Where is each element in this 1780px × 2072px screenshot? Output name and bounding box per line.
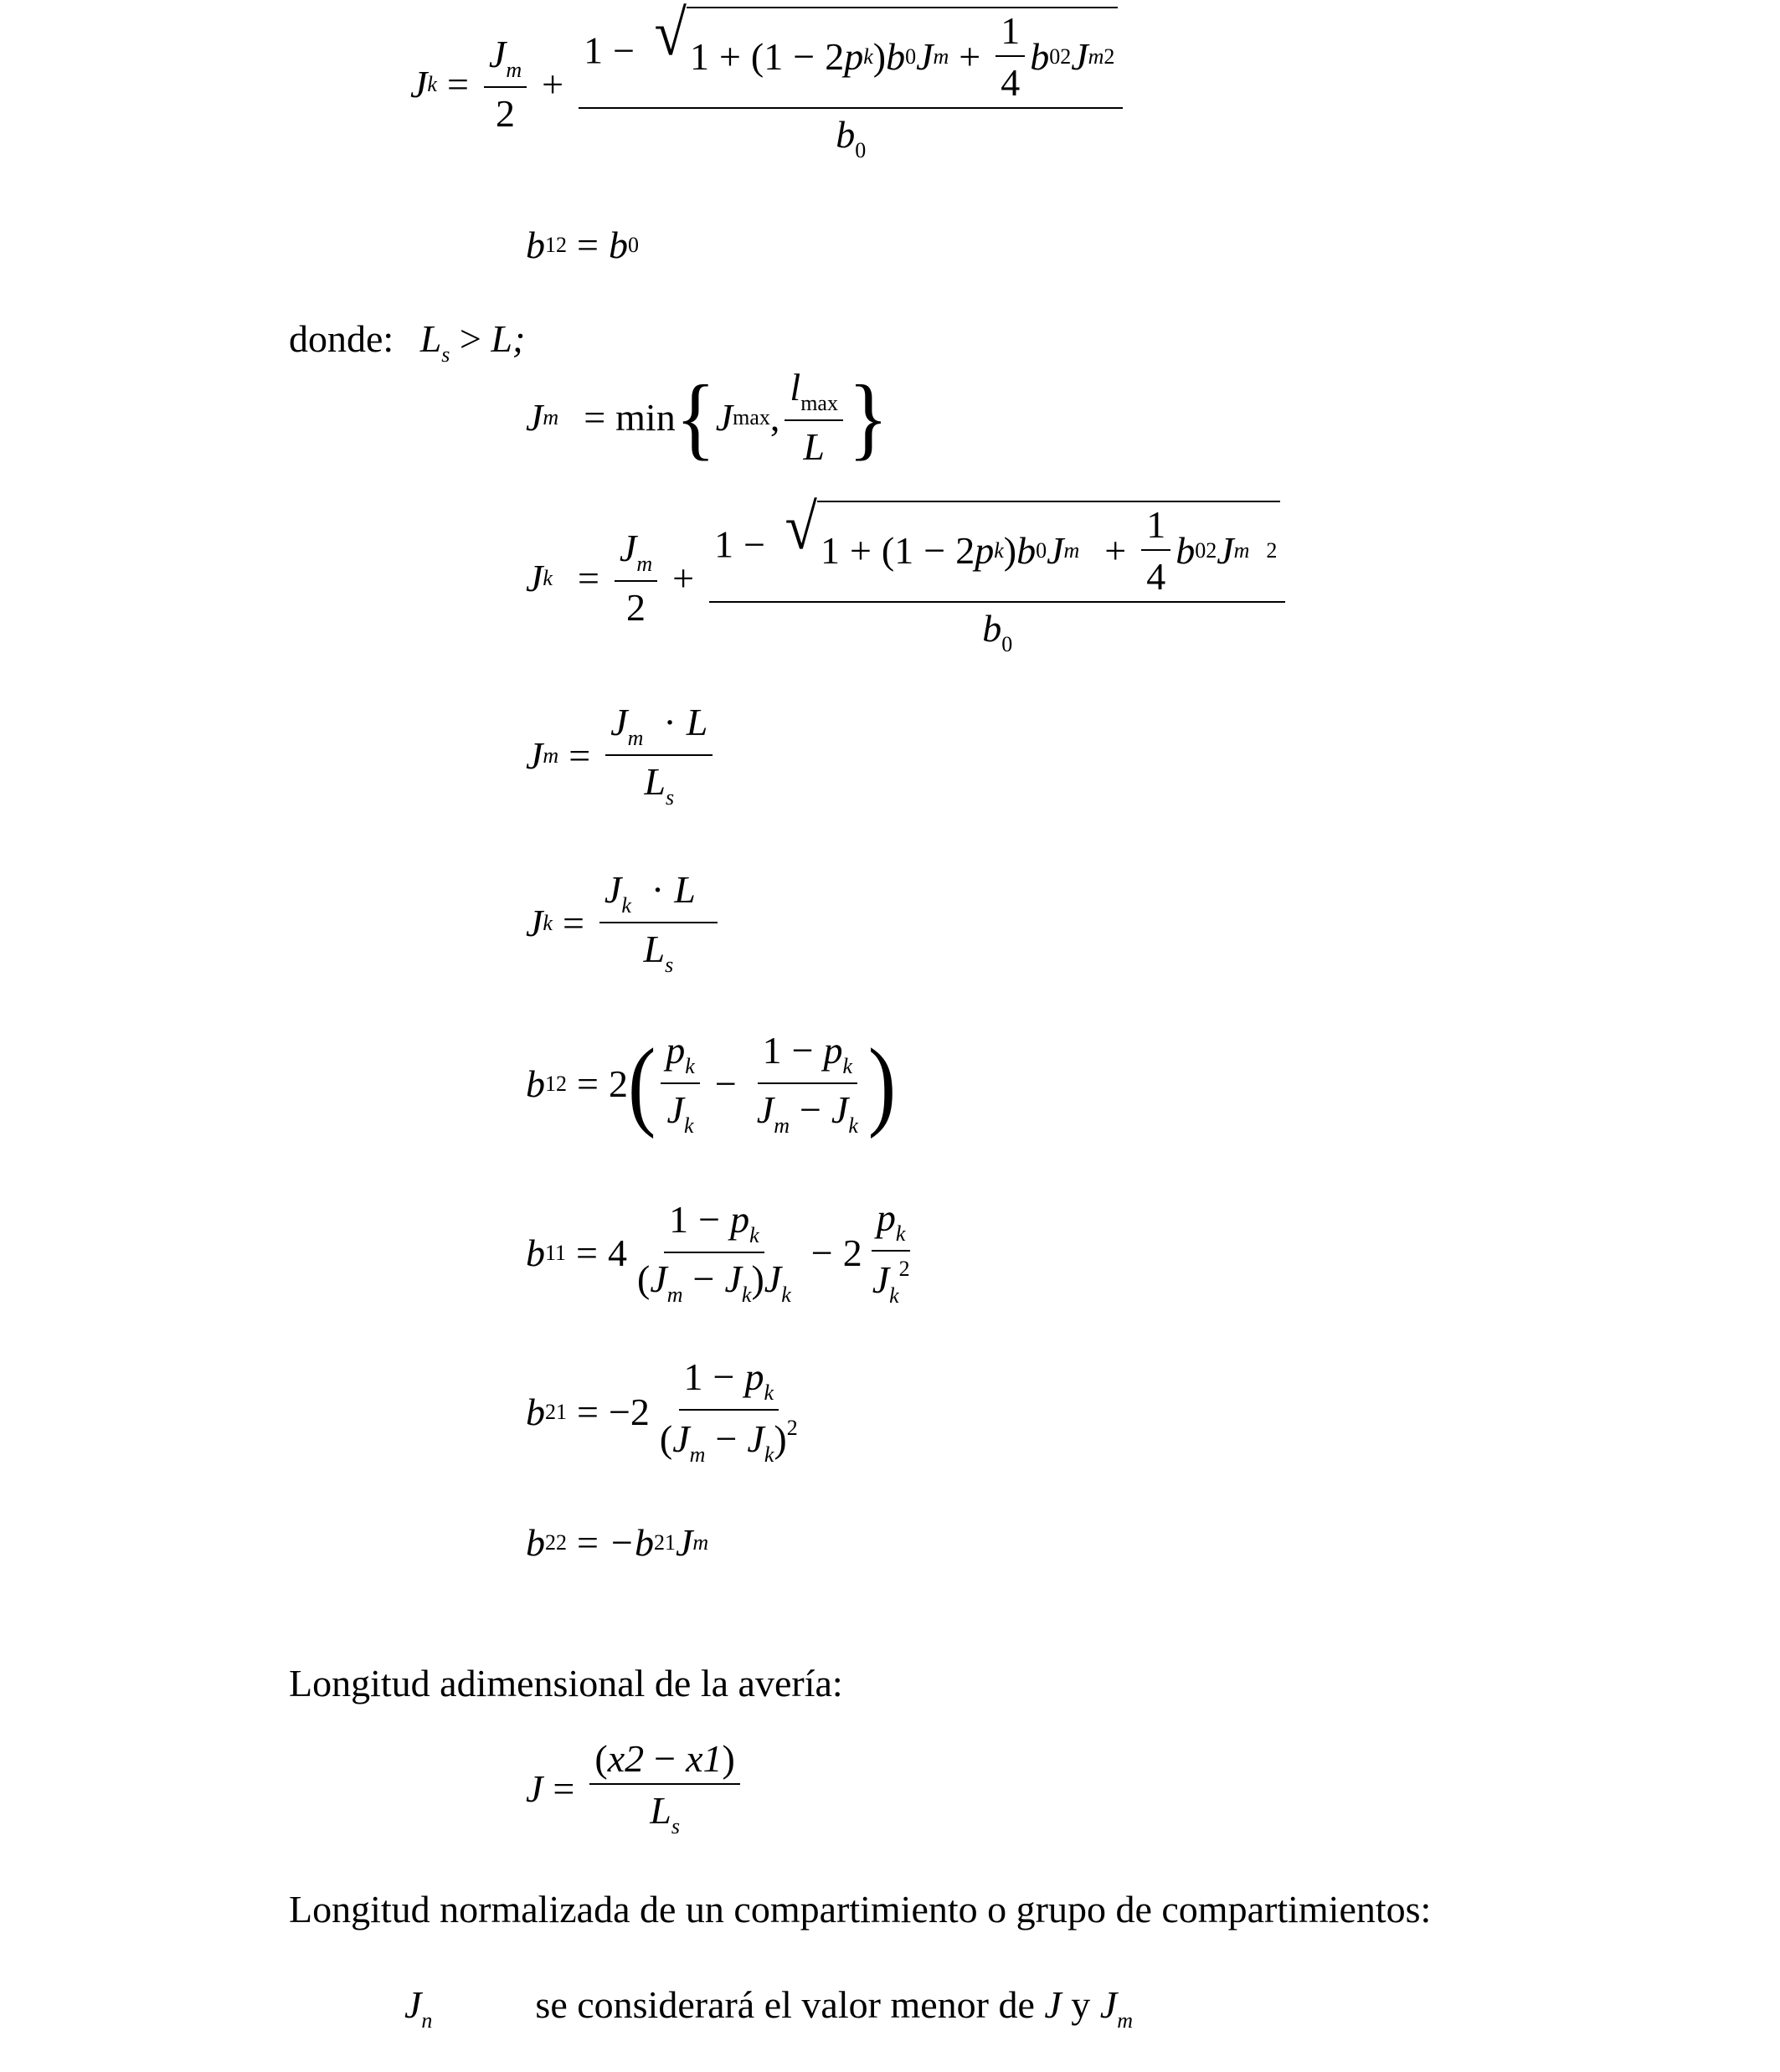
eq-sup: 2 [1103,44,1115,69]
eq-number: 1 [683,1355,703,1398]
eq-symbol: J [831,1088,849,1131]
eq-number: 1 [1141,506,1170,551]
eq-sub: k [621,893,631,918]
eq-symbol: J [724,1257,742,1300]
eq-symbol: J [410,62,428,105]
eq-symbol: J [666,1088,684,1131]
eq-number: 1 [762,1029,782,1072]
fraction-main-second [709,491,1285,656]
equation-jk-second [526,491,1290,656]
eq-symbol: p [876,1196,896,1239]
eq-symbol: L [644,760,666,803]
eq-sub: m [627,726,644,750]
eq-operator: − [692,1257,715,1300]
eq-symbol: J [764,1257,782,1300]
eq-sup: 2 [1266,538,1278,563]
eq-operator: = [553,1766,575,1810]
eq-operator: = [577,1521,599,1564]
eq-operator: − [654,1737,677,1780]
eq-sub: k [863,44,873,69]
eq-operator: + [849,529,872,572]
eq-symbol: b [1176,529,1196,572]
eq-sub: 0 [1049,44,1061,69]
eq-sub: k [994,538,1004,563]
fraction-one-quarter [995,9,1025,104]
eq-operator: + [718,35,741,78]
eq-number: 1 [584,28,604,72]
eq-operator: = [576,1231,598,1274]
eq-sub: k [543,565,553,590]
eq-sub: m [689,1442,706,1467]
equation-b12-b0 [526,226,639,265]
eq-sub: m [666,1282,683,1307]
eq-symbol: J [610,701,628,743]
eq-symbol: p [975,529,995,572]
eq-sub: 0 [905,44,917,69]
jn-jm: J [1099,1983,1118,2026]
eq-sub: 21 [545,1399,567,1424]
eq-number: 1 [689,35,709,78]
eq-symbol: b [526,224,545,266]
eq-symbol: L [803,425,825,468]
eq-sub: 11 [545,1240,567,1265]
eq-number: 2 [496,92,516,135]
eq-symbol: J [488,33,507,75]
eq-operator: = [568,734,591,777]
donde-label: donde: [289,317,394,360]
eq-sub: k [749,1222,759,1247]
open-brace: { [675,365,716,468]
eq-operator: = [577,1390,599,1433]
eq-symbol: −b [608,1521,654,1564]
eq-symbol: x1 [686,1737,723,1780]
fraction-b21: $\frac{1 - p_k}{(J_m - J_k)^2}$ [659,1355,798,1467]
fraction-1-pk-over-jm-jk [752,1031,863,1137]
eq-number: 2 [825,35,845,78]
fraction-jm-over-2 [484,35,527,133]
eq-symbol: J [1217,529,1234,572]
paragraph-longitud-adimensional: Longitud adimensional de la avería: [289,1662,843,1704]
eq-sub: s [665,785,675,810]
eq-number: 2 [842,1231,862,1274]
eq-number: 1 [894,529,914,572]
eq-sub: m [692,1530,709,1555]
paragraph-longitud-normalizada: Longitud normalizada de un compartimiento o grupo de compartimientos: [289,1888,1432,1931]
eq-sub: m [933,44,949,69]
equation-b11 [526,1196,920,1308]
square-root: √ 1 + ( 1 − 2 p k ) b 0 J m + $\frac{1}{4}$ b 0 2 J m 2 [655,7,1119,102]
eq-operator: − [613,28,635,72]
equation-jk-top [410,0,1128,162]
eq-number: −2 [608,1390,650,1433]
eq-operator: + [1104,529,1127,572]
eq-sub: k [543,911,553,935]
eq-number: 2 [955,529,975,572]
eq-number: 2 [626,586,646,629]
eq-sub: 0 [627,233,639,257]
eq-symbol: J [916,35,934,78]
eq-symbol: b [1016,529,1037,572]
eq-operator: · [651,868,665,911]
eq-sub: m [636,552,653,576]
eq-symbol: J [526,902,543,944]
eq-sub: k [848,1113,858,1138]
eq-operator: · [663,701,677,743]
eq-sub: 0 [1036,538,1047,563]
condition-left: L [419,317,442,360]
eq-number: 4 [608,1231,627,1274]
eq-sub: max [733,404,770,429]
eq-sub: 12 [545,233,567,257]
eq-sub: 21 [654,1530,676,1555]
fraction-main [579,0,1123,162]
equation-jm-scaled [526,703,718,809]
eq-sup: 2 [898,1257,910,1281]
eq-operator: = [577,224,599,266]
fraction-jm-l-over-ls [605,703,713,809]
fraction-jk-l-over-ls [599,868,718,977]
eq-sub: m [774,1113,790,1138]
equation-j [526,1737,745,1838]
eq-sub: s [671,1814,680,1838]
eq-symbol: L [674,868,696,911]
eq-number: 1 [714,522,734,566]
eq-sub: m [1233,538,1250,563]
eq-sub: k [889,1283,899,1308]
eq-symbol: b [526,1231,545,1274]
open-paren: ( [627,1027,656,1139]
eq-number: 1 [820,529,840,572]
equation-jm-min [526,365,888,468]
eq-sub: 22 [545,1530,567,1555]
eq-sub: k [842,1054,853,1078]
eq-number: 1 [764,35,784,78]
eq-symbol: x2 [607,1737,645,1780]
eq-number: 4 [1146,555,1166,598]
eq-operator: − [923,529,946,572]
eq-symbol: p [666,1029,686,1072]
condition-right: L; [491,317,526,360]
eq-operator: − [715,1417,738,1460]
eq-symbol: L [643,928,666,970]
eq-operator: + [959,35,981,78]
fraction-jm-over-2 [615,529,657,627]
eq-sup: 2 [1206,538,1217,563]
fraction-b11-first: $\frac{1 - p_k}{(J_m - J_k)J_k}$ [637,1197,791,1307]
fraction-pk-over-jk [661,1031,700,1137]
fraction-lmax-over-l [785,368,843,466]
eq-sup: 2 [786,1416,798,1440]
equation-b21 [526,1355,808,1467]
eq-symbol: L [686,701,708,743]
eq-operator: = [562,902,584,944]
eq-symbol: b [526,1062,545,1105]
eq-sub: m [1063,538,1080,563]
eq-sub: 0 [855,138,867,162]
eq-operator: − [714,1062,737,1105]
eq-operator: + [672,556,695,599]
jn-definition-line [404,1983,1133,2033]
min-function: min [615,395,676,439]
eq-symbol: J [747,1417,764,1460]
eq-symbol: p [730,1197,750,1241]
eq-symbol: b [526,1390,545,1433]
eq-sub: m [506,58,522,82]
eq-sub: max [800,391,838,415]
eq-operator: − [743,522,766,566]
eq-operator: = [584,395,606,439]
close-paren: ) [867,1027,897,1139]
eq-symbol: J [650,1257,667,1300]
eq-sub: m [543,404,559,429]
donde-line [289,317,526,367]
condition-sub: s [441,342,450,367]
eq-symbol: b [982,607,1002,650]
eq-symbol: p [823,1029,843,1072]
eq-operator: − [791,1029,814,1072]
eq-symbol: J [526,395,543,439]
eq-operator: = [577,1062,599,1105]
eq-number: 1 [995,12,1025,57]
eq-operator: + [542,62,564,105]
eq-sub: k [764,1442,774,1467]
eq-sub: 12 [545,1072,567,1096]
eq-sup: 2 [1060,44,1072,69]
eq-sub: m [543,743,559,768]
fraction-pk-over-jk2 [867,1196,915,1308]
eq-operator: = [577,556,599,599]
fraction-x2-x1-over-ls: $\frac{(x2 - x1)}{L_s}$ [589,1740,739,1838]
eq-sub: k [741,1282,752,1307]
eq-operator: = [446,62,469,105]
eq-symbol: J [676,1521,693,1564]
eq-sub: m [1088,44,1104,69]
eq-comma: , [769,395,780,439]
eq-operator: − [793,35,815,78]
eq-sub: k [895,1221,906,1246]
jn-sub: n [421,2008,433,2033]
eq-symbol: l [790,366,801,409]
condition-operator: > [459,317,481,360]
eq-symbol: b [836,113,856,156]
equation-jk-scaled [526,868,723,977]
eq-operator: − [698,1197,721,1241]
square-root: √ 1 + ( 1 − 2 p k ) b 0 J m + $\frac{1}{4}$ b 0 2 J m 2 [785,501,1281,596]
eq-symbol: J [619,527,637,569]
eq-sub: s [665,953,674,977]
equation-b22 [526,1521,709,1564]
eq-symbol: J [715,395,733,439]
eq-sub: k [427,71,437,96]
eq-sub: 0 [1001,632,1013,656]
eq-symbol: J [526,1766,543,1810]
eq-symbol: J [1047,529,1064,572]
eq-number: 2 [608,1062,628,1105]
eq-number: 4 [1001,61,1021,104]
close-brace: } [847,365,888,468]
jn-y: y [1071,1983,1091,2026]
eq-operator: − [810,1231,833,1274]
eq-symbol: p [744,1355,764,1398]
eq-symbol: J [526,556,543,599]
eq-symbol: J [1071,35,1088,78]
eq-symbol: J [604,868,622,911]
eq-sub: 0 [1195,538,1206,563]
eq-symbol: L [650,1789,671,1832]
eq-sub: k [781,1282,791,1307]
eq-sub: k [683,1113,694,1138]
eq-symbol: J [756,1088,774,1131]
eq-symbol: b [608,224,628,266]
eq-symbol: p [844,35,864,78]
eq-symbol: b [526,1521,545,1564]
eq-symbol: J [672,1417,690,1460]
eq-symbol: J [526,734,543,777]
eq-symbol: b [1030,35,1050,78]
eq-number: 1 [669,1197,689,1241]
jn-jm-sub: m [1117,2008,1133,2033]
eq-symbol: J [872,1258,890,1301]
jn-text: se considerará el valor menor de [535,1983,1035,2026]
eq-operator: − [713,1355,735,1398]
eq-symbol: b [886,35,906,78]
eq-sub: k [685,1054,695,1078]
eq-sub: k [764,1380,774,1405]
eq-operator: − [799,1088,821,1131]
equation-b12 [526,1027,897,1139]
fraction-one-quarter [1141,503,1170,598]
jn-j: J [1044,1983,1062,2026]
jn-symbol: J [404,1983,422,2026]
